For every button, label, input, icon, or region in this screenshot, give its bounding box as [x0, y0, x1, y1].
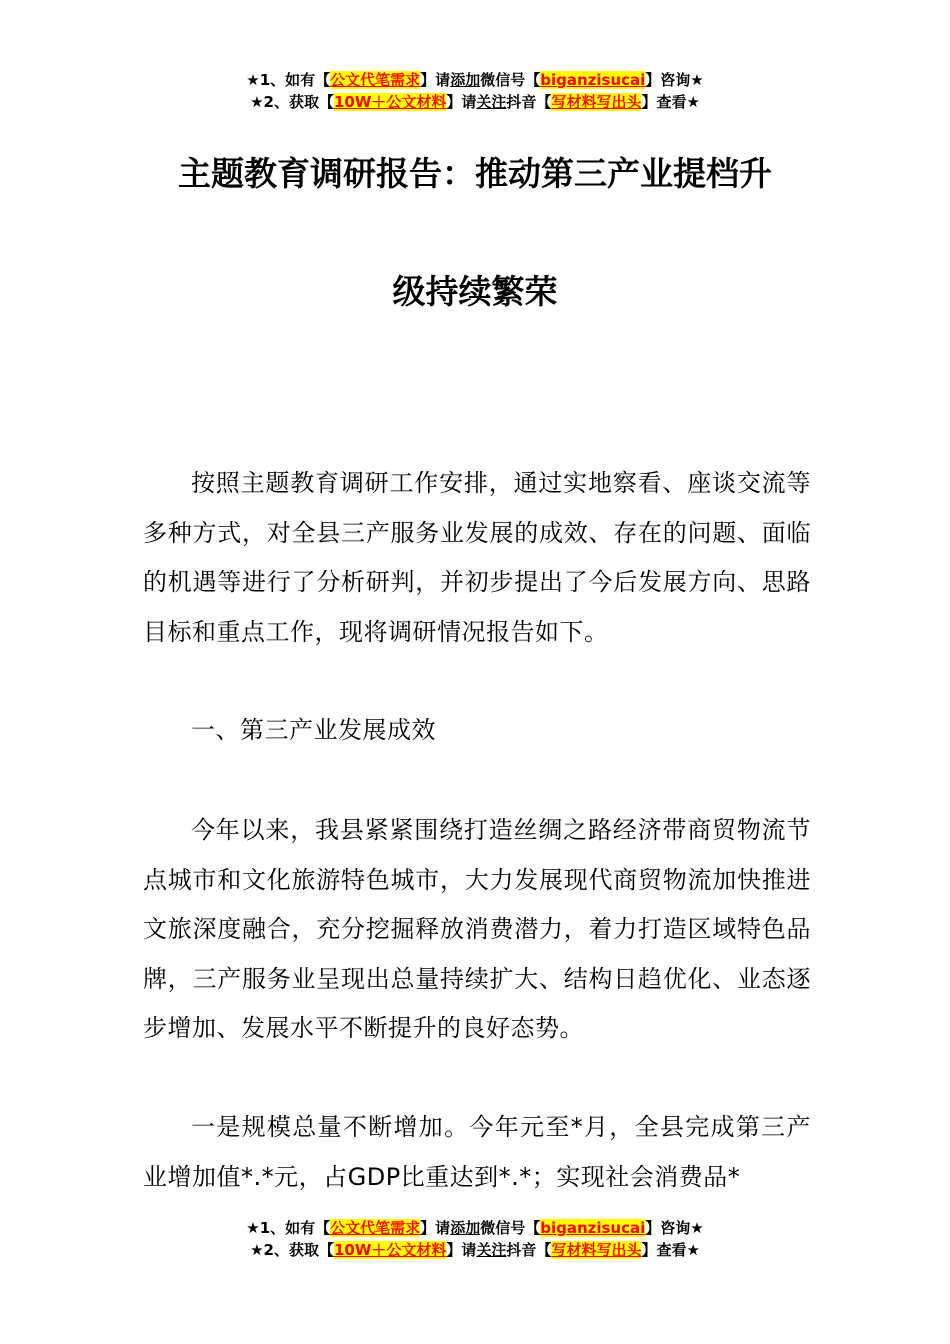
promo-highlight-douyin: 写材料写出头: [551, 93, 642, 111]
promo-line-2: ★2、获取【10W＋公文材料】请关注抖音【写材料写出头】查看★: [250, 93, 700, 111]
promo-highlight-service: 公文代笔需求: [330, 1219, 421, 1237]
promo-highlight-materials: 10W＋公文材料: [333, 1241, 447, 1259]
body-paragraph-partial: 一是规模总量不断增加。今年元至*月，全县完成第三产业增加值*.*元，占GDP比重达到*.*；实现社会消费品*: [143, 1113, 811, 1191]
section-heading: 一、第三产业发展成效: [191, 716, 436, 744]
body-paragraph: 今年以来，我县紧紧围绕打造丝绸之路经济带商贸物流节点城市和文化旅游特色城市，大力发展现代商贸物流加快推进文旅深度融合，充分挖掘释放消费潜力，着力打造区域特色品牌，三产服务业呈现出总量持续扩大、结构日趋优化、业态逐步增加、发展水平不断提升的良好态势。: [143, 816, 811, 1042]
promo-line-2: ★2、获取【10W＋公文材料】请关注抖音【写材料写出头】查看★: [250, 1241, 700, 1259]
promo-line-1: ★1、如有【公文代笔需求】请添加微信号【biganzisucai】咨询★: [246, 71, 704, 89]
promo-highlight-wechat-id: biganzisucai: [540, 1219, 646, 1237]
promo-footer: [0, 1217, 950, 1261]
document-title-line-2: 级持续繁荣: [392, 272, 558, 311]
promo-highlight-materials: 10W＋公文材料: [333, 93, 447, 111]
promo-header: [0, 69, 950, 113]
promo-highlight-service: 公文代笔需求: [330, 71, 421, 89]
promo-line-1: ★1、如有【公文代笔需求】请添加微信号【biganzisucai】咨询★: [246, 1219, 704, 1237]
intro-paragraph: 按照主题教育调研工作安排，通过实地察看、座谈交流等多种方式，对全县三产服务业发展的成效、存在的问题、面临的机遇等进行了分析研判，并初步提出了今后发展方向、思路目标和重点工作，现将调研情况报告如下。: [143, 469, 811, 646]
promo-highlight-douyin: 写材料写出头: [551, 1241, 642, 1259]
promo-highlight-wechat-id: biganzisucai: [540, 71, 646, 89]
document-title-line-1: 主题教育调研报告：推动第三产业提档升: [178, 154, 772, 193]
